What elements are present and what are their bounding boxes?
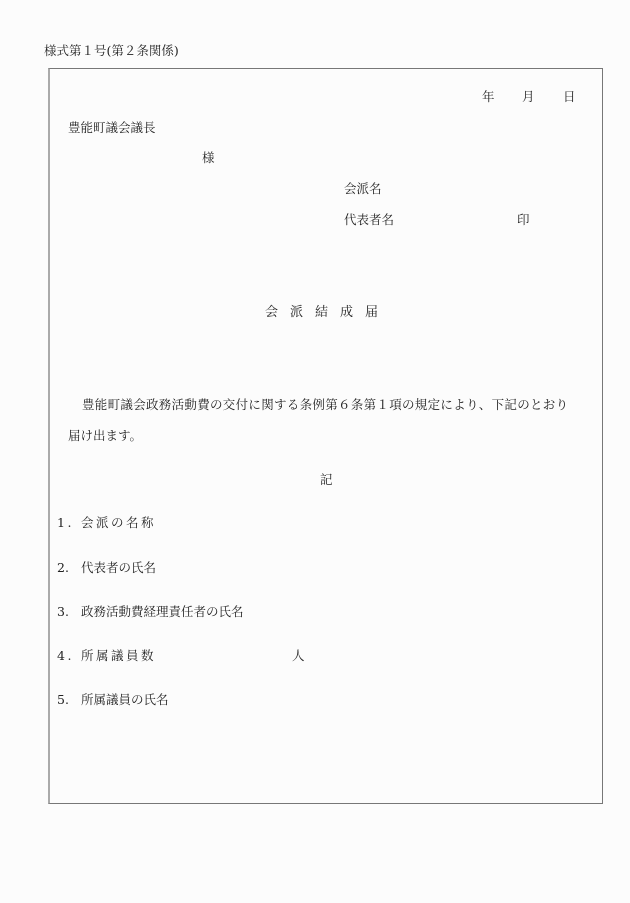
member-count-unit: 人 bbox=[292, 648, 305, 663]
item-label: 政務活動費経理責任者の氏名 bbox=[81, 604, 244, 619]
form-number: 様式第１号(第２条関係) bbox=[44, 43, 179, 58]
addressee: 豊能町議会議長 bbox=[68, 120, 156, 135]
date-year-label: 年 bbox=[482, 89, 495, 104]
list-item-accounting-officer-name bbox=[57, 606, 244, 619]
item-number: 5. bbox=[57, 692, 69, 707]
list-item-member-count bbox=[57, 650, 156, 663]
item-label: 代表者の氏名 bbox=[81, 560, 157, 575]
item-number: 1. bbox=[57, 515, 74, 530]
body-text-line-1: 豊能町議会政務活動費の交付に関する条例第６条第１項の規定により、下記のとおり bbox=[82, 397, 569, 412]
body-text-line-2: 届け出ます。 bbox=[68, 428, 143, 443]
list-item-representative-name bbox=[57, 562, 156, 575]
representative-label: 代表者名 bbox=[344, 212, 395, 227]
list-item-member-names bbox=[57, 694, 169, 707]
faction-name-label: 会派名 bbox=[344, 181, 382, 196]
document-title: 会派結成届 bbox=[265, 305, 391, 320]
date-month-label: 月 bbox=[522, 89, 535, 104]
seal-label: 印 bbox=[517, 212, 530, 227]
item-number: 3. bbox=[57, 604, 69, 619]
ki-heading: 記 bbox=[320, 472, 333, 487]
item-number: 2. bbox=[57, 560, 69, 575]
list-item-faction-name bbox=[57, 517, 156, 530]
item-label: 所属議員の氏名 bbox=[81, 692, 169, 707]
item-label: 会派の名称 bbox=[81, 515, 157, 530]
honorific: 様 bbox=[202, 150, 215, 165]
item-label: 所属議員数 bbox=[81, 648, 157, 663]
date-day-label: 日 bbox=[563, 89, 576, 104]
item-number: 4. bbox=[57, 648, 74, 663]
